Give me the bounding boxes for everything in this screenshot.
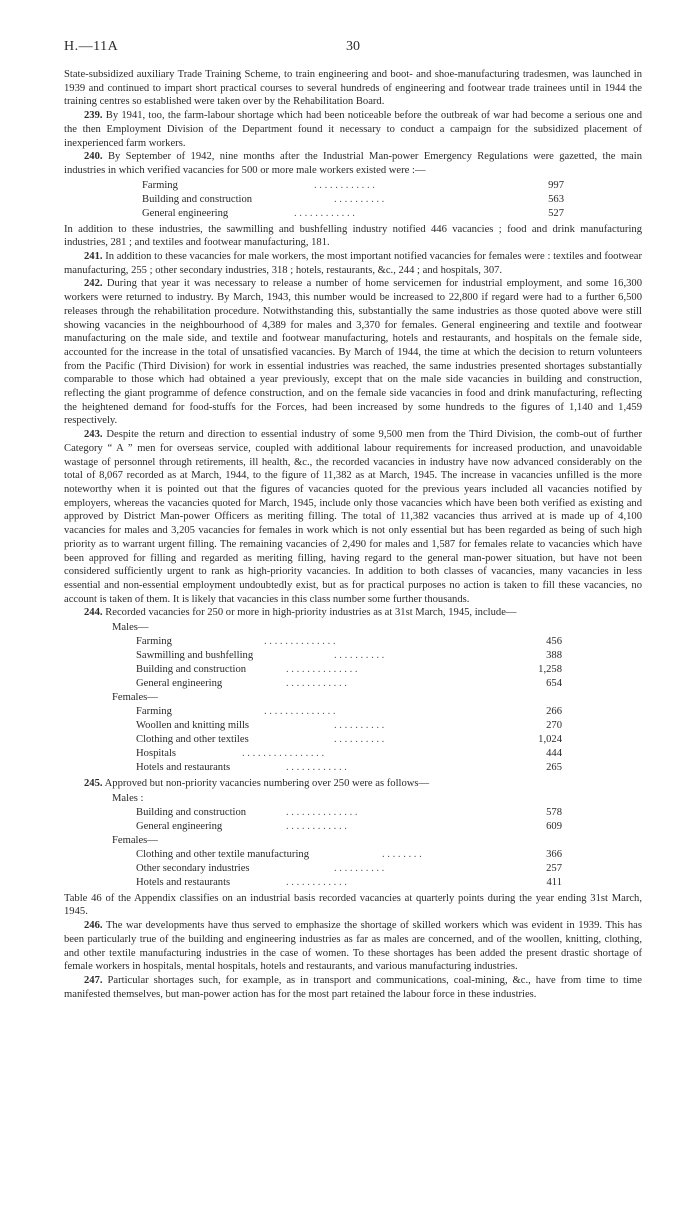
industry-label: Clothing and other textiles bbox=[136, 734, 249, 746]
leader-dots: . . . . . . . . . . . . . . . . bbox=[242, 748, 325, 760]
leader-dots: . . . . . . . . . . bbox=[334, 862, 385, 874]
vacancy-value: 444 bbox=[546, 748, 562, 760]
high-priority-vacancies-table bbox=[64, 621, 642, 775]
paragraph-number: 240. bbox=[84, 151, 103, 163]
table-row bbox=[64, 747, 642, 761]
leader-dots: . . . . . . . . . . . . . . bbox=[264, 706, 336, 718]
females-heading: Females— bbox=[112, 692, 158, 704]
industry-label: Hospitals bbox=[136, 748, 177, 760]
paragraph-number: 242. bbox=[84, 278, 103, 290]
males-heading: Males— bbox=[112, 622, 149, 634]
page-header bbox=[64, 40, 642, 68]
paragraph-text: During that year it was necessary to release a number of home servicemen for industrial employment, and some 16,300 workers were returned to industry. By March, 1943, this number would be increased to 22,800 if regard were had to a further 6,500 releases through the rehabilitation procedure. Notwithstanding this, substantially the same industries as those quoted above were still showing vacancies in the neighbourhood of 4,389 for males and 3,370 for females. General engineering and textile and footwear manufacturing on the male side, and textile and footwear manufacturing, hotels and restaurants, and hospitals on the female side, accounted for the increase in the total of unsatisfied vacancies. By March of 1944, the time at which the decision to return volunteers from the Pacific (Third Division) for work in essential industries was reached, the same industries presented shortages substantially comparable to those which had obtained a year previously, except that on the male side vacancies in building and construction, reflecting the giant programme of defence construction, and on the female side vacancies in food and drink manufacturing, reflecting the heightened demand for food-stuffs for the Forces, had been increased by some hundreds to the figures of 1,140 and 1,459 respectively. bbox=[64, 278, 642, 427]
leader-dots: . . . . . . . . . . . . . . bbox=[264, 636, 336, 648]
industry-label: Other secondary industries bbox=[136, 862, 250, 874]
table-row bbox=[64, 806, 642, 820]
paragraph-240-continued: In addition to these industries, the sawmilling and bushfelling industry notified 446 vacancies ; food and drink manufacturing industries, 281 ; and textiles and footwear manufacturing, 181. bbox=[64, 223, 642, 249]
industry-label: Building and construction bbox=[136, 664, 247, 676]
paragraph-246 bbox=[64, 919, 642, 974]
table-row bbox=[64, 179, 642, 193]
vacancy-value: 563 bbox=[548, 193, 564, 205]
paragraph-text: By September of 1942, nine months after the Industrial Man-power Emergency Regulations were gazetted, the main industries in which verified vacancies for 500 or more male workers existed were :— bbox=[64, 151, 643, 176]
industry-label: General engineering bbox=[142, 207, 229, 219]
table-row bbox=[64, 635, 642, 649]
paragraph-number: 247. bbox=[84, 974, 103, 986]
vacancy-value: 578 bbox=[546, 806, 562, 818]
leader-dots: . . . . . . . . . . bbox=[334, 193, 385, 205]
paragraph-number: 243. bbox=[84, 429, 103, 441]
vacancy-value: 609 bbox=[546, 820, 562, 832]
non-priority-vacancies-table bbox=[64, 792, 642, 890]
table-row bbox=[64, 761, 642, 775]
paragraph-text: Recorded vacancies for 250 or more in high-priority industries as at 31st March, 1945, include— bbox=[105, 607, 517, 619]
leader-dots: . . . . . . . . . . bbox=[334, 720, 385, 732]
table-row bbox=[64, 705, 642, 719]
paragraph-text: The war developments have thus served to emphasize the shortage of skilled workers which was evident in 1939. This has been particularly true of the building and engineering industries as far as males are concerned, and of the woollen, knitting, clothing, and other textile manufacturing industries in the case of women. To these shortages has been added the present drastic shortage of female workers in hospitals, mental hospitals, hotels and restaurants, and various manufacturing industries. bbox=[64, 920, 642, 973]
vacancy-value: 456 bbox=[546, 636, 562, 648]
leader-dots: . . . . . . . . . . . . bbox=[286, 876, 347, 888]
paragraph-245 bbox=[64, 777, 642, 791]
industry-label: General engineering bbox=[136, 820, 223, 832]
leader-dots: . . . . . . . . bbox=[382, 848, 422, 860]
vacancies-table-1942 bbox=[64, 179, 642, 221]
vacancy-value: 411 bbox=[546, 876, 562, 888]
document-code: H.—11A bbox=[64, 39, 119, 54]
vacancy-value: 1,258 bbox=[538, 664, 562, 676]
leader-dots: . . . . . . . . . . . . bbox=[286, 820, 347, 832]
table-row bbox=[64, 649, 642, 663]
table-row bbox=[64, 848, 642, 862]
vacancy-value: 527 bbox=[548, 207, 564, 219]
males-heading: Males : bbox=[112, 792, 144, 804]
table-row bbox=[64, 862, 642, 876]
industry-label: General engineering bbox=[136, 678, 223, 690]
paragraph-number: 246. bbox=[84, 920, 103, 932]
leader-dots: . . . . . . . . . . bbox=[334, 650, 385, 662]
leader-dots: . . . . . . . . . . . . . . bbox=[286, 664, 358, 676]
paragraph-intro: State-subsidized auxiliary Trade Training Scheme, to train engineering and boot- and shoe-manufacturing tradesmen, was launched in 1939 and continued to impart short practical courses to several hundreds of engineering and footwear trade trainees until in 1944 the training centres so established were taken over by the Rehabilitation Board. bbox=[64, 69, 642, 108]
industry-label: Farming bbox=[136, 706, 172, 718]
table-row bbox=[64, 876, 642, 890]
paragraph-240 bbox=[64, 150, 642, 177]
table-row bbox=[64, 733, 642, 747]
paragraph-243 bbox=[64, 428, 642, 606]
vacancy-value: 257 bbox=[546, 862, 562, 874]
industry-label: Woollen and knitting mills bbox=[136, 720, 250, 732]
vacancy-value: 997 bbox=[548, 179, 564, 191]
paragraph-text: Approved but non-priority vacancies numbering over 250 were as follows— bbox=[104, 778, 430, 790]
paragraph-241 bbox=[64, 250, 642, 277]
table-row bbox=[64, 193, 642, 207]
industry-label: Sawmilling and bushfelling bbox=[136, 650, 254, 662]
industry-label: Building and construction bbox=[142, 193, 253, 205]
vacancy-value: 366 bbox=[546, 848, 562, 860]
paragraph-text: In addition to these vacancies for male workers, the most important notified vacancies for females were : textiles and footwear manufacturing, 255 ; other secondary industries, 318 ; hotels, restaurants, &c., 244 ; and hospitals, 307. bbox=[64, 251, 643, 276]
industry-label: Hotels and restaurants bbox=[136, 876, 231, 888]
table-row bbox=[64, 719, 642, 733]
vacancy-value: 265 bbox=[546, 762, 562, 774]
vacancy-value: 388 bbox=[546, 650, 562, 662]
vacancy-value: 266 bbox=[546, 706, 562, 718]
page-number: 30 bbox=[346, 39, 360, 54]
paragraph-244 bbox=[64, 606, 642, 620]
industry-label: Clothing and other textile manufacturing bbox=[136, 848, 309, 860]
table-row bbox=[64, 663, 642, 677]
industry-label: Farming bbox=[142, 179, 178, 191]
paragraph-number: 239. bbox=[84, 110, 103, 122]
paragraph-247 bbox=[64, 974, 642, 1001]
leader-dots: . . . . . . . . . . bbox=[334, 734, 385, 746]
paragraph-239 bbox=[64, 109, 642, 150]
table-row bbox=[64, 677, 642, 691]
paragraph-text: Particular shortages such, for example, as in transport and communications, coal-mining, &c., have from time to time manifested themselves, but man-power action has for the most part retained the labour force in these industries. bbox=[64, 974, 642, 1000]
paragraph-text: Despite the return and direction to essential industry of some 9,500 men from the Third Division, the comb-out of further Category “ A ” men for overseas service, coupled with additional labour requirements for increased production, and unavoidable wastage of personnel through retirements, ill health, &c., the recorded vacancies in industry have now advanced considerably on the total of 8,067 recorded as at March, 1944, to the figure of 11,382 as at March, 1945. The increase in vacancies unfilled is the more noteworthy when it is pointed out that the figures of vacancies quoted for the previous years included all vacancies notified by employers, whereas the vacancies quoted for March, 1945, include only those vacancies which have been both verified as existing and approved by District Man-power Officers as meriting filling. The total of 11,382 vacancies thus arrived at is made up of 4,100 vacancies for males and 3,205 vacancies for females in work which is not only essential but has been regarded as being of such high priority as to warrant urgent filling. The remaining vacancies of 2,490 for males and 1,587 for females relate to vacancies which have been approved for filling and regarded as meriting filling, having regard to the general man-power situation, but have not been considered sufficiently urgent to rank as high-priority vacancies. In addition to both classes of vacancies, many vacancies in less essential and non-essential employment undoubtedly exist, but as for practical purposes no action is taken to fill these vacancies, no account is taken of them. It is likely that vacancies in this class number some further thousands. bbox=[64, 429, 643, 605]
paragraph-number: 241. bbox=[84, 251, 103, 263]
paragraph-242 bbox=[64, 277, 642, 428]
paragraph-text: By 1941, too, the farm-labour shortage which had been noticeable before the outbreak of war had become a serious one and the then Employment Division of the Department found it necessary to conduct a campaign for the subsidized placement of inexperienced farm workers. bbox=[64, 110, 642, 149]
leader-dots: . . . . . . . . . . . . bbox=[286, 762, 347, 774]
vacancy-value: 1,024 bbox=[538, 734, 562, 746]
paragraph-number: 244. bbox=[84, 607, 103, 619]
females-heading: Females— bbox=[112, 834, 158, 846]
leader-dots: . . . . . . . . . . . . bbox=[294, 207, 355, 219]
vacancy-value: 270 bbox=[546, 720, 562, 732]
table-row bbox=[64, 207, 642, 221]
industry-label: Hotels and restaurants bbox=[136, 762, 231, 774]
leader-dots: . . . . . . . . . . . . bbox=[314, 179, 375, 191]
vacancy-value: 654 bbox=[546, 678, 562, 690]
industry-label: Farming bbox=[136, 636, 172, 648]
paragraph-number: 245. bbox=[84, 778, 103, 790]
leader-dots: . . . . . . . . . . . . . . bbox=[286, 806, 358, 818]
paragraph-245-continued: Table 46 of the Appendix classifies on an industrial basis recorded vacancies at quarterly points during the year ending 31st March, 1945. bbox=[64, 892, 642, 918]
industry-label: Building and construction bbox=[136, 806, 247, 818]
table-row bbox=[64, 820, 642, 834]
leader-dots: . . . . . . . . . . . . bbox=[286, 678, 347, 690]
